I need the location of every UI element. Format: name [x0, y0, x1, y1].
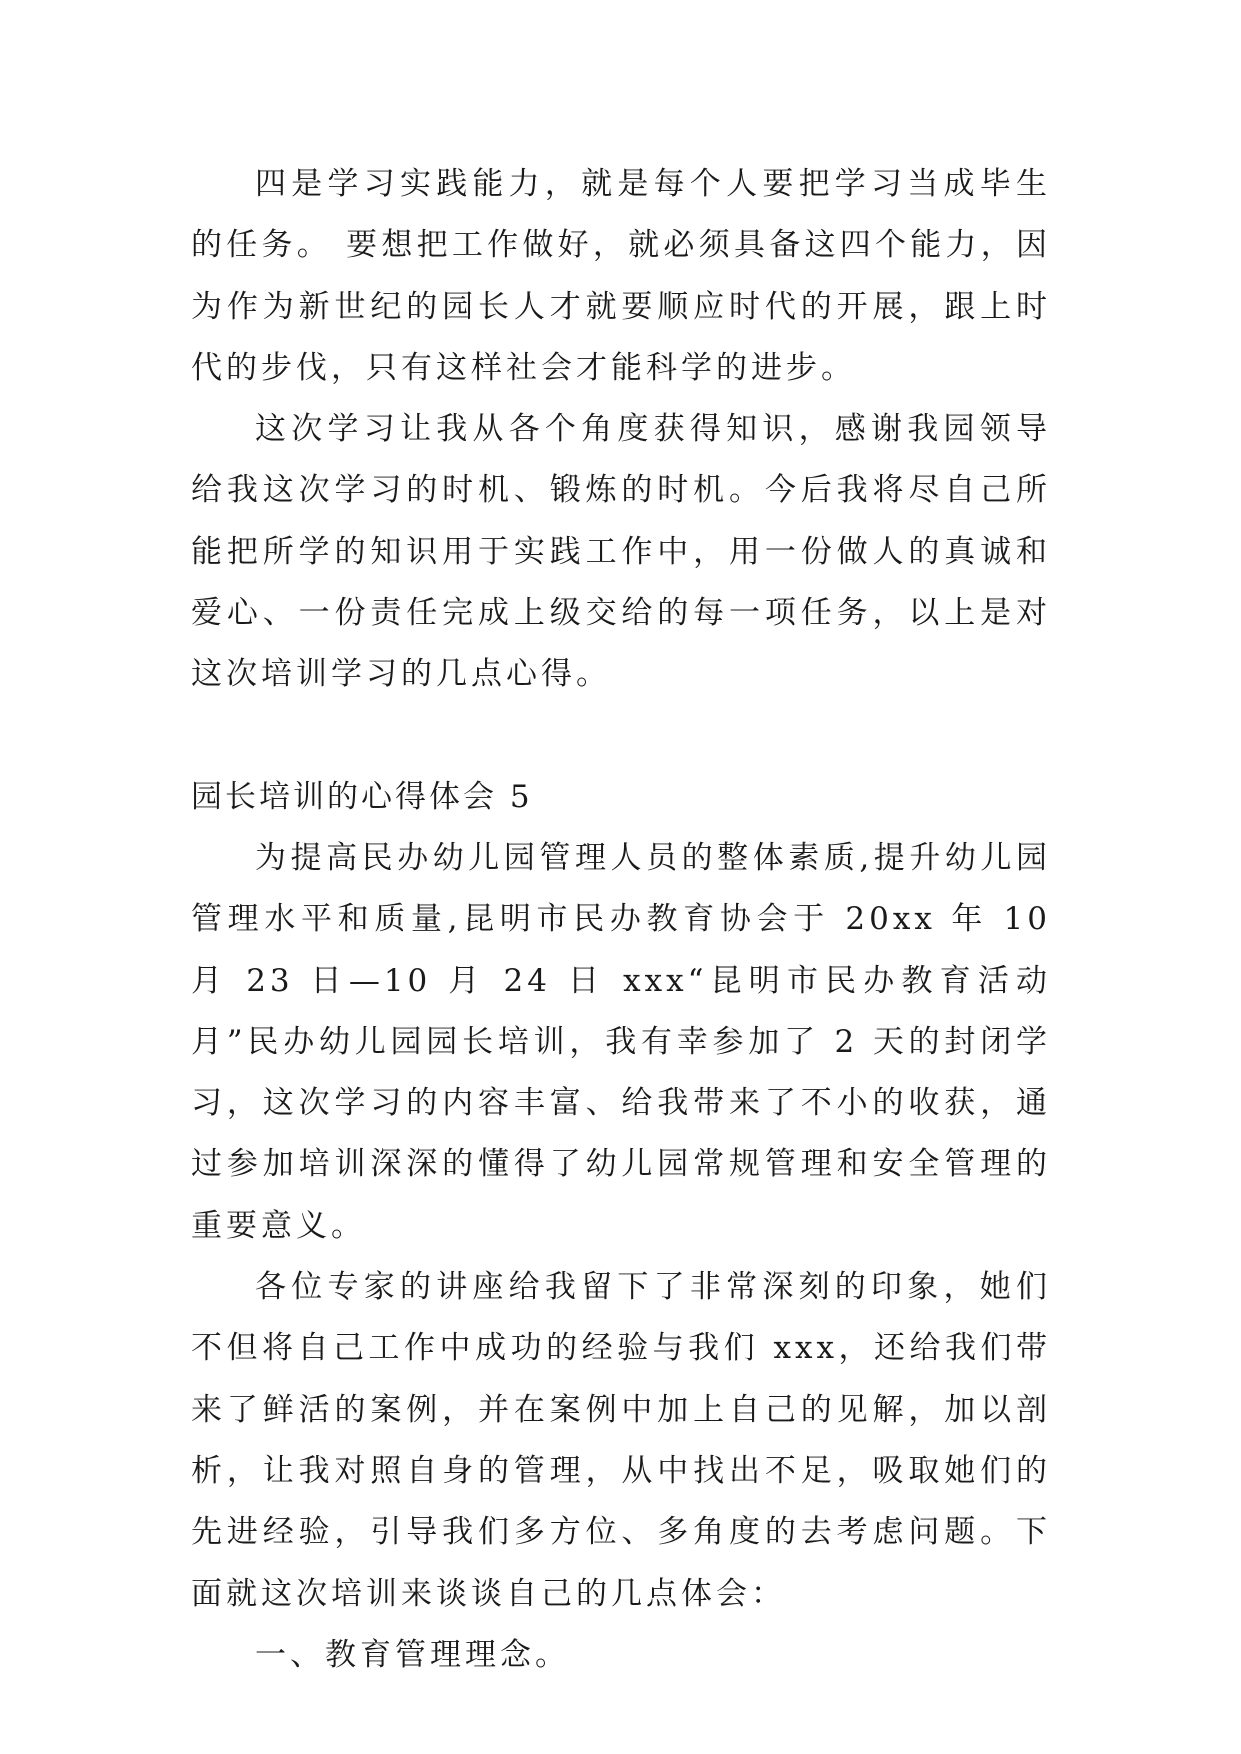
paragraph-expert-lectures: 各位专家的讲座给我留下了非常深刻的印象，她们不但将自己工作中成功的经验与我们 xxx，还给我们带来了鲜活的案例，并在案例中加上自己的见解，加以剖析，让我对照自身的管理，从中找出不足，吸取她们的先进经验，引导我们多方位、多角度的去考虑问题。下面就这次培训来谈谈自己的几点体会： — [191, 1269, 1051, 1612]
paragraph-training-intro: 为提高民办幼儿园管理人员的整体素质,提升幼儿园管理水平和质量,昆明市民办教育协会于 20xx 年 10 月 23 日—10 月 24 日 xxx“昆明市民办教育活动月”民办幼儿园园长培训，我有幸参加了 2 天的封闭学习，这次学习的内容丰富、给我带来了不小的收获，通过参加培训深深的懂得了幼儿园常规管理和安全管理的重要意义。 — [191, 839, 1051, 1244]
paragraph-learning-ability: 四是学习实践能力，就是每个人要把学习当成毕生的任务。 要想把工作做好，就必须具备这四个能力，因为作为新世纪的园长人才就要顺应时代的开展，跟上时代的步伐，只有这样社会才能科学的进步。 — [191, 166, 1051, 386]
document-body — [191, 154, 1051, 1686]
section-heading: 园长培训的心得体会 5 — [191, 778, 533, 815]
paragraph-gratitude: 这次学习让我从各个角度获得知识，感谢我园领导给我这次学习的时机、锻炼的时机。今后我将尽自己所能把所学的知识用于实践工作中，用一份做人的真诚和爱心、一份责任完成上级交给的每一项任务，以上是对这次培训学习的几点心得。 — [191, 411, 1051, 693]
paragraph-management-concept: 一、教育管理理念。 — [255, 1636, 570, 1673]
